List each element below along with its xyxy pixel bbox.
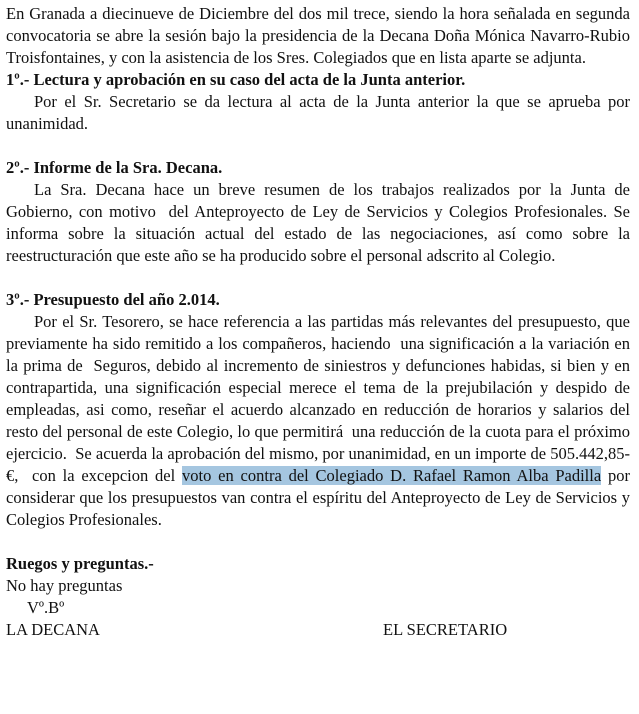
section-3-body-post: por considerar que los presupuestos van contra el espíritu del Anteproyecto de Ley de Servicios y Colegios Profesionales.: [6, 466, 635, 529]
section-2-body: La Sra. Decana hace un breve resumen de los trabajos realizados por la Junta de Gobierno, con motivo del Anteproyecto de Ley de Servicios y Colegios Profesionales. Se informa sobre la situación actual del estado de las negociaciones, así como sobre la reestructuración que este año se ha producido sobre el personal adscrito al Colegio.: [6, 180, 635, 265]
no-questions-line: No hay preguntas: [6, 576, 123, 595]
section-3-body: [6, 311, 635, 531]
section-1-body: Por el Sr. Secretario se da lectura al acta de la Junta anterior la que se aprueba por unanimidad.: [6, 92, 635, 133]
highlighted-text: voto en contra del Colegiado D. Rafael Ramon Alba Padilla: [182, 466, 602, 485]
section-2-heading: 2º.- Informe de la Sra. Decana.: [6, 158, 223, 177]
section-acta-anterior: [6, 69, 635, 135]
section-presupuesto: [6, 289, 635, 531]
section-3-heading: 3º.- Presupuesto del año 2.014.: [6, 290, 220, 309]
signature-secretario: EL SECRETARIO: [383, 620, 508, 639]
section-1-heading: 1º.- Lectura y aprobación en su caso del acta de la Junta anterior.: [6, 70, 466, 89]
signature-row: [6, 619, 630, 641]
section-3-body-pre: Por el Sr. Tesorero, se hace referencia a las partidas más relevantes del presupuesto, que previamente ha sido remitido a los compañeros, haciendo una significación a la variación en la prima de Seguros, debido al incremento de siniestros y defunciones habidas, si bien y en contrapartida, una significación especial merece el tema de la prejubilación y despido de empleadas, asi como, reseñar el acuerdo alcanzado en reducción de horarios y salarios del resto del personal de este Colegio, lo que permitirá una reducción de la cuota para el próximo ejercicio. Se acuerda la aprobación del mismo, por unanimidad, en un importe de 505.442,85-€, con la excepcion del: [6, 312, 635, 485]
vobo-line: Vº.Bº: [27, 598, 65, 617]
signature-decana: LA DECANA: [6, 620, 100, 639]
ruegos-heading: Ruegos y preguntas.-: [6, 554, 154, 573]
section-informe-decana: [6, 157, 635, 267]
closing-block: [6, 553, 630, 641]
intro-paragraph: En Granada a diecinueve de Diciembre del dos mil trece, siendo la hora señalada en segunda convocatoria se abre la sesión bajo la presidencia de la Decana Doña Mónica Navarro-Rubio Troisfontaines, y con la asistencia de los Sres. Colegiados que en lista aparte se adjunta.: [6, 4, 635, 67]
